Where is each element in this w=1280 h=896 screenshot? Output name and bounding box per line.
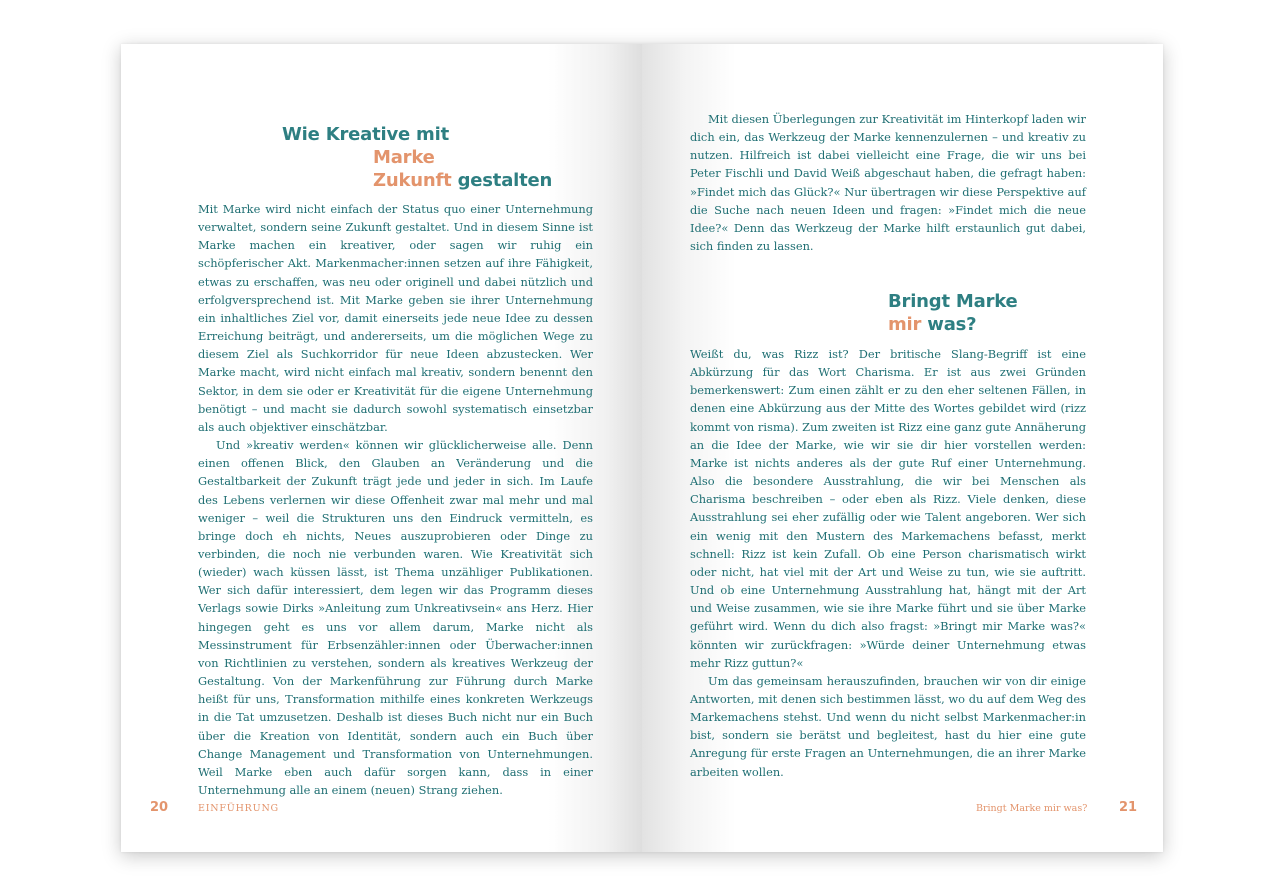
book-spread	[121, 44, 1163, 852]
left-body-text	[198, 200, 593, 799]
left-paragraph-1: Mit Marke wird nicht einfach der Status quo einer Unternehmung verwaltet, sondern seine Zukunft gestaltet. Und in diesem Sinne ist Marke machen ein kreativer, oder sagen wir ruhig ein schöpferischer Akt. Markenmacher:innen setzen auf ihre Fähigkeit, etwas zu erschaffen, was neu oder originell und dabei nützlich und erfolgversprechend ist. Mit Marke geben sie ihrer Unternehmung ein inhaltliches Ziel vor, damit einerseits jede neue Idee zu dessen Erreichung beiträgt, und andererseits, um die möglichen Wege zu diesem Ziel als Suchkorridor für neue Ideen abzustecken. Wer Marke macht, wird nicht einfach mal kreativ, sondern benennt den Sektor, in dem sie oder er Kreativität für die eigene Unternehmung benötigt – und macht sie dadurch sowohl systematisch einsetzbar als auch objektiver einschätzbar.	[198, 202, 593, 434]
left-paragraph-2: Und »kreativ werden« können wir glücklicherweise alle. Denn einen offenen Blick, den Glauben an Veränderung und die Gestaltbarkeit der Zukunft trägt jede und jeder in sich. Im Laufe des Lebens verlernen wir diese Offenheit zwar mal mehr und mal weniger – weil die Strukturen uns den Eindruck vermitteln, es bringe doch eh nichts, Neues auszuprobieren oder Dinge zu verbinden, die noch nie verbunden waren. Wie Kreativität sich (wieder) wach küssen lässt, ist Thema unzähliger Publikationen. Wer sich dafür interessiert, dem legen wir das Programm dieses Verlags sowie Dirks »Anleitung zum Unkreativsein« ans Herz. Hier hingegen geht es uns vor allem darum, Marke nicht als Messinstrument für Erbsenzähler:innen oder Überwacher:innen von Richtlinien zu verstehen, sondern als kreatives Werkzeug der Gestaltung. Von der Markenführung zur Führung durch Marke heißt für uns, Transformation mithilfe eines konkreten Werkzeugs in die Tat umzusetzen. Deshalb ist dieses Buch nicht nur ein Buch über die Kreation von Identität, sondern auch ein Buch über Change Management und Transformation von Unternehmungen. Weil Marke eben auch dafür sorgen kann, dass in einer Unternehmung alle an einem (neuen) Strang ziehen.	[198, 438, 593, 797]
section-heading	[888, 290, 1018, 336]
running-head-left: EINFÜHRUNG	[198, 803, 279, 814]
section-heading-accent-word: mir	[888, 314, 922, 335]
page-number-right: 21	[1119, 800, 1138, 815]
heading-accent-word: Zukunft	[373, 170, 452, 191]
heading-line-3	[282, 169, 552, 192]
left-page	[121, 44, 642, 852]
right-body-text	[690, 345, 1086, 781]
right-intro-text	[690, 110, 1086, 255]
right-page	[642, 44, 1163, 852]
heading-line-2: Marke	[373, 147, 435, 168]
right-intro-paragraph: Mit diesen Überlegungen zur Kreativität im Hinterkopf laden wir dich ein, das Werkzeug der Marke kennenzulernen – und kreativ zu nutzen. Hilfreich ist dabei vielleicht eine Frage, die wir uns bei Peter Fischli und David Weiß abgeschaut haben, die gefragt haben: »Findet mich das Glück?« Nur übertragen wir diese Perspektive auf die Suche nach neuen Ideen und fragen: »Findet mich die neue Idee?« Denn das Werkzeug der Marke hilft erstaunlich gut dabei, sich finden zu lassen.	[690, 112, 1086, 254]
right-paragraph-2: Um das gemeinsam herauszufinden, brauchen wir von dir einige Antworten, mit denen sich bestimmen lässt, wo du auf dem Weg des Markemachens stehst. Und wenn du nicht selbst Markenmacher:in bist, sondern sie berätst und begleitest, hast du hier eine gute Anregung für erste Fragen an Unternehmungen, die an ihrer Marke arbeiten wollen.	[690, 673, 1086, 779]
section-heading-line-2	[888, 313, 1018, 336]
chapter-heading	[282, 123, 552, 192]
heading-line-3-rest: gestalten	[451, 170, 553, 191]
section-heading-line-2-rest: was?	[921, 314, 977, 335]
section-heading-line-1: Bringt Marke	[888, 291, 1018, 312]
page-number-left: 20	[150, 800, 169, 815]
right-paragraph-1: Weißt du, was Rizz ist? Der britische Slang-Begriff ist eine Abkürzung für das Wort Charisma. Er ist aus zwei Gründen bemerkenswert: Zum einen zählt er zu den eher seltenen Fällen, in denen eine Abkürzung aus der Mitte des Wortes gebildet wird (rizz kommt von risma). Zum zweiten ist Rizz eine ganz gute Annäherung an die Idee der Marke, wie wir sie dir hier vorstellen werden: Marke ist nichts anderes als der gute Ruf einer Unternehmung. Also die besondere Ausstrahlung, die wir bei Menschen als Charisma beschreiben – oder eben als Rizz. Viele denken, diese Ausstrahlung sei eher zufällig oder wie Talent angeboren. Wer sich ein wenig mit den Mustern des Markemachens befasst, merkt schnell: Rizz ist kein Zufall. Ob eine Person charismatisch wirkt oder nicht, hat viel mit der Art und Weise zu tun, wie sie auftritt. Und ob eine Unternehmung Ausstrahlung hat, hängt mit der Art und Weise zusammen, wie sie ihre Marke führt und sie über Marke geführt wird. Wenn du dich also fragst: »Bringt mir Marke was?« könnten wir zurückfragen: »Würde deiner Unternehmung etwas mehr Rizz guttun?«	[690, 347, 1086, 670]
running-head-right: Bringt Marke mir was?	[976, 803, 1088, 814]
heading-line-1: Wie Kreative mit	[282, 124, 449, 145]
